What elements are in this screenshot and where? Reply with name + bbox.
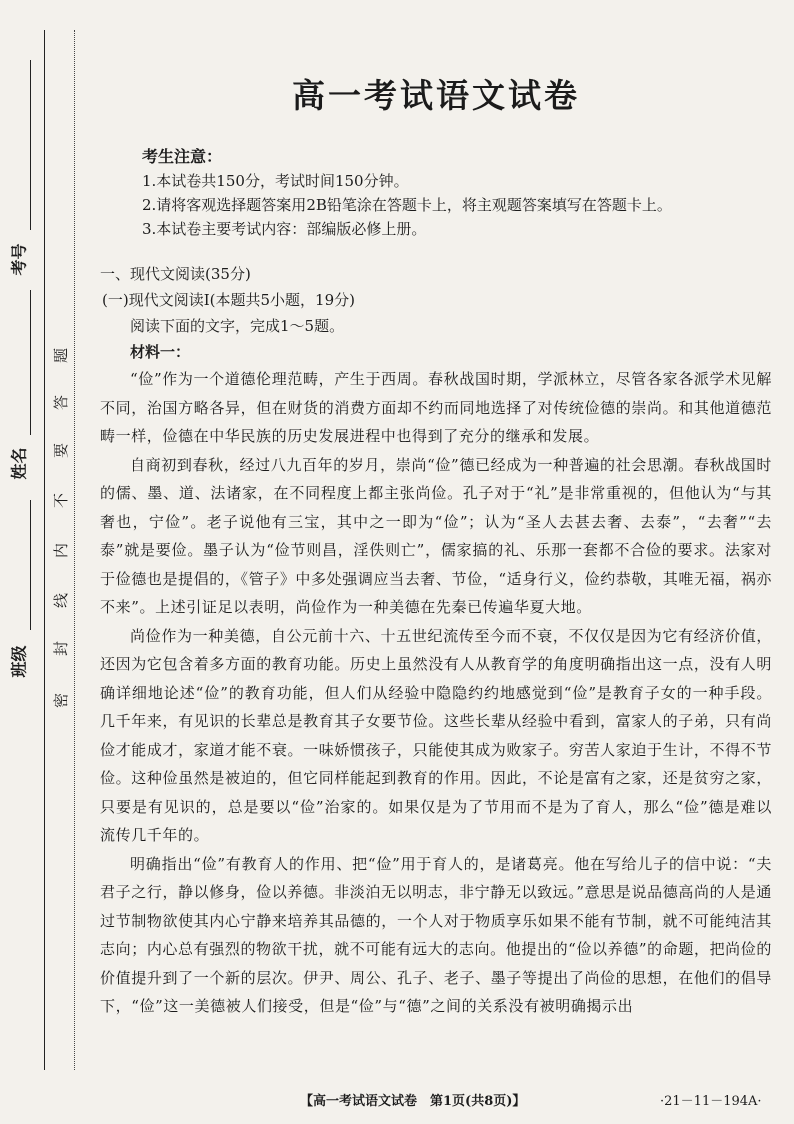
notice-item: 1.本试卷共150分，考试时间150分钟。 [142,172,409,190]
footer-page-info: 【高一考试语文试卷 第1页(共8页)】 [300,1094,526,1109]
seal-char: 答 [52,394,71,411]
exam-number-label: 考号 [9,243,29,276]
name-blank [30,290,31,435]
notice-heading: 考生注意： [142,147,223,166]
seal-char: 内 [52,542,71,559]
margin-cut-line [44,30,45,1070]
seal-char: 封 [52,640,71,657]
notice-item: 2.请将客观选择题答案用2B铅笔涂在答题卡上，将主观题答案填写在答题卡上。 [142,196,672,214]
seal-char: 题 [52,347,71,364]
reading-instruction: 阅读下面的文字，完成1～5题。 [130,317,345,335]
page-content [100,70,772,1021]
class-label: 班级 [9,645,29,678]
body-paragraph: 明确指出“俭”有教育人的作用、把“俭”用于育人的，是诸葛亮。他在写给儿子的信中说：“夫君子之行，静以修身，俭以养德。非淡泊无以明志，非宁静无以致远。”意思是说品德高尚的人是通过节制物欲使其内心宁静来培养其品德的，一个人对于物质享乐如果不能有节制，就不可能纯洁其志向；内心总有强烈的物欲干扰，就不可能有远大的志向。他提出的“俭以养德”的命题，把尚俭的价值提升到了一个新的层次。伊尹、周公、孔子、老子、墨子等提出了尚俭的思想，在他们的倡导下，“俭”这一美德被人们接受，但是“俭”与“德”之间的关系没有被明确揭示出 [100,854,772,1015]
body-paragraph: 尚俭作为一种美德，自公元前十六、十五世纪流传至今而不衰，不仅仅是因为它有经济价值，还因为它包含着多方面的教育功能。历史上虽然没有人从教育学的角度明确指出这一点，没有人明确详细地论述“俭”的教育功能，但人们从经验中隐隐约约地感觉到“俭”是教育子女的一种手段。几千年来，有见识的长辈总是教育其子女要节俭。这些长辈从经验中看到，富家人的子弟，只有尚俭才能成才，家道才能不衰。一味娇惯孩子，只能使其成为败家子。穷苦人家迫于生计，不得不节俭。这种俭虽然是被迫的，但它同样能起到教育的作用。因此，不论是富有之家，还是贫穷之家，只要是有见识的，总是要以“俭”治家的。如果仅是为了节用而不是为了育人，那么“俭”德是难以流传几千年的。 [100,626,772,844]
exam-number-blank [30,60,31,230]
footer-code: ·21－11－194A· [660,1094,762,1109]
material-label: 材料一： [130,343,191,361]
section-heading: 一、现代文阅读(35分) [100,265,251,283]
seal-char: 线 [52,592,71,609]
seal-char: 密 [52,692,71,709]
binding-margin [0,0,80,1124]
class-blank [30,500,31,630]
seal-char: 要 [52,442,71,459]
margin-seal-line [74,30,75,1070]
page-title: 高一考试语文试卷 [292,76,580,115]
name-label: 姓名 [9,447,29,480]
body-paragraph: “俭”作为一个道德伦理范畴，产生于西周。春秋战国时期，学派林立，尽管各家各派学术见解不同，治国方略各异，但在财货的消费方面却不约而同地选择了对传统俭德的崇尚。和其他道德范畴一样，俭德在中华民族的历史发展进程中也得到了充分的继承和发展。 [100,370,772,445]
subsection-heading: (一)现代文阅读Ⅰ(本题共5小题，19分) [102,291,355,309]
candidate-notice [142,145,772,241]
notice-item: 3.本试卷主要考试内容：部编版必修上册。 [142,220,427,238]
seal-char: 不 [52,492,71,509]
body-paragraph: 自商初到春秋，经过八九百年的岁月，崇尚“俭”德已经成为一种普遍的社会思潮。春秋战国时的儒、墨、道、法诸家，在不同程度上都主张尚俭。孔子对于“礼”是非常重视的，但他认为“与其奢也，宁俭”。老子说他有三宝，其中之一即为“俭”；认为“圣人去甚去奢、去泰”，“去奢”“去泰”就是要俭。墨子认为“俭节则昌，淫佚则亡”，儒家搞的礼、乐那一套都不合俭的要求。法家对于俭德也是提倡的，《管子》中多处强调应当去奢、节俭，“适身行义，俭约恭敬，其唯无福，祸亦不来”。上述引证足以表明，尚俭作为一种美德在先秦已传遍华夏大地。 [100,455,772,616]
